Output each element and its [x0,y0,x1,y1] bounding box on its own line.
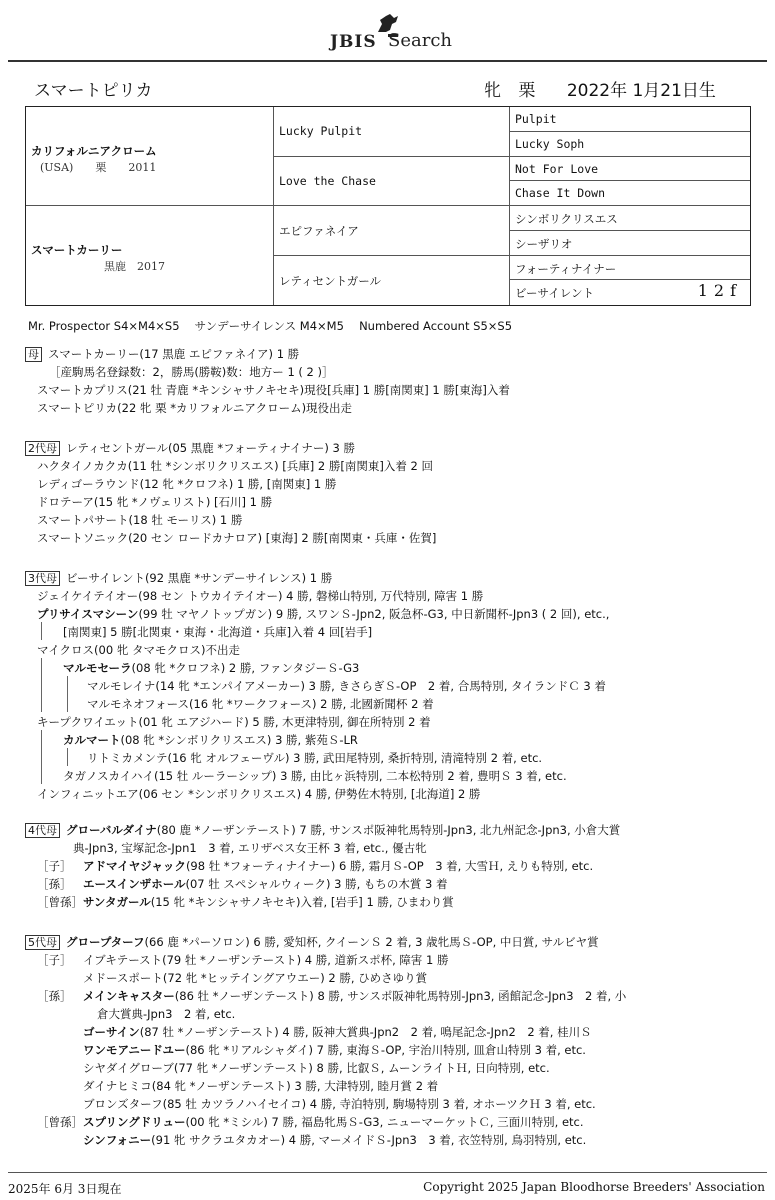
list-item: スマートソニック(20 セン ロードカナロア) [東海] 2 勝[南関東・兵庫・佐賀] [37,531,437,545]
pedigree-g3-cell [510,181,750,206]
tree-connector [41,622,42,640]
tree-connector [41,730,42,784]
tree-connector [67,676,68,712]
horse-color: 栗 [518,81,536,101]
list-item: シンフォニー(91 牝 サクラユタカオー) 4 勝, マーメイドＳ-Jpn3 3 着, 衣笠特別, 鳥羽特別, etc. [83,1133,587,1147]
list-item: マルモレイナ(14 牝 *エンパイアメーカー) 3 勝, きさらぎＳ-OP 2 着, 合馬特別, タイランドＣ 3 着 [87,679,606,693]
pedigree-dam-cell [26,206,274,305]
pedigree-g3-6[interactable]: シーザリオ [515,237,573,251]
pedigree-g3-cell [510,107,750,132]
list-item: キープクワイエット(01 牝 エアジハード) 5 勝, 木更津特別, 御在所特別 2 着 [37,715,431,729]
list-item: ［子］ イブキテースト(79 牡 *ノーザンテースト) 4 勝, 道新スポ杯, 障害 1 勝 [37,953,449,967]
pedigree-g3-cell [510,231,750,256]
list-item: 倉大賞典-Jpn3 2 着, etc. [97,1007,236,1021]
list-item: ドロテーア(15 牝 *ノヴェリスト) [石川] 1 勝 [37,495,273,509]
pedigree-ss-cell [274,107,510,157]
pedigree-g3-cell [510,132,750,157]
list-item: シヤダイグローブ(77 牝 *ノーザンテースト) 8 勝, 比叡Ｓ, ムーンライトＨ, 日向特別, etc. [83,1061,550,1075]
tree-connector [41,658,42,712]
pedigree-dd-cell [274,256,510,305]
list-item: ［孫］ エースインザホール(07 牡 スペシャルウィーク) 3 勝, もちの木賞 3 着 [37,877,448,891]
list-item: ダイナヒミコ(84 牝 *ノーザンテースト) 3 勝, 大津特別, 睦月賞 2 着 [83,1079,439,1093]
dam-line: レティセントガール(05 黒鹿 *フォーティナイナー) 3 勝 [66,441,355,455]
pedigree-g3-cell [510,157,750,181]
horse-birth: 2022年 1月21日生 [566,81,716,101]
list-item: メドースポート(72 牝 *ヒッテイングアウエー) 2 勝, ひめさゆり賞 [83,971,428,985]
section-tag: 4代母 [25,823,60,838]
pedigree-g3-7[interactable]: フォーティナイナー [515,262,617,276]
list-item: スマートピリカ(22 牝 栗 *カリフォルニアクローム)現役出走 [37,401,353,415]
pedigree-sire-info: (USA) 栗 2011 [40,161,157,174]
as-of-date: 2025年 6月 3日現在 [8,1182,122,1196]
site-header [0,0,775,56]
logo-jbis-text: JBIS [330,32,377,52]
inbreeding-line: Mr. Prospector S4×M4×S5 サンデーサイレンス M4×M5 Numbered Account S5×S5 [28,319,513,333]
list-item: カルマート(08 牝 *シンボリクリスエス) 3 勝, 紫苑Ｓ-LR [63,733,358,747]
list-item: リトミカメンテ(16 牝 オルフェーヴル) 3 勝, 武田尾特別, 桑折特別, 清滝特別 2 着, etc. [87,751,543,765]
list-item: マイクロス(00 牝 タマモクロス)不出走 [37,643,240,657]
section-tag: 2代母 [25,441,60,456]
pedigree-g3-2[interactable]: Lucky Soph [515,137,585,151]
section-tag: 5代母 [25,935,60,950]
section-tag: 3代母 [25,571,60,586]
list-item: ［曾孫］スプリングドリュー(00 牝 *ミシル) 7 勝, 福島牝馬Ｓ-G3, ニューマーケットＣ, 三面川特別, etc. [37,1115,584,1129]
list-item: ワンモアニードユー(86 牝 *リアルシャダイ) 7 勝, 東海Ｓ-OP, 宇治川特別, 皿倉山特別 3 着, etc. [83,1043,586,1057]
pedigree-ds-cell [274,206,510,256]
list-item: プリサイスマシーン(99 牡 マヤノトップガン) 9 勝, スワンＳ-Jpn2, 阪急杯-G3, 中日新聞杯-Jpn3 ( 2 回), etc., [37,607,610,621]
footer-divider [8,1172,767,1173]
logo-search-text: Search [388,30,452,51]
list-item: ［子］ アドマイヤジャック(98 牡 *フォーティナイナー) 6 勝, 霜月Ｓ-OP 3 着, 大雪Ｈ, えりも特別, etc. [37,859,594,873]
section-tag: 母 [25,347,42,362]
family-number: 12f [697,281,742,300]
pedigree-g3-cell [510,280,750,305]
pedigree-g3-1[interactable]: Pulpit [515,112,557,126]
pedigree-g3-8[interactable]: ビーサイレント [515,286,594,300]
jbis-logo[interactable] [330,12,470,56]
list-item: ジェイケイテイオー(98 セン トウカイテイオー) 4 勝, 磐梯山特別, 万代特別, 障害 1 勝 [37,589,484,603]
list-item: ブロンズターフ(85 牡 カツラノハイセイコ) 4 勝, 寺泊特別, 駒場特別 3 着, オホーツクＨ 3 着, etc. [83,1097,596,1111]
copyright: Copyright 2025 Japan Bloodhorse Breeders' Association [423,1180,765,1194]
pedigree-table [25,106,751,306]
pedigree-dam[interactable]: スマートカーリー [31,243,123,257]
pedigree-g3-4[interactable]: Chase It Down [515,186,606,200]
pedigree-sire-sire[interactable]: Lucky Pulpit [279,124,363,138]
pedigree-sd-cell [274,157,510,206]
pedigree-g3-cell [510,206,750,231]
list-item: レディゴーラウンド(12 牝 *クロフネ) 1 勝, [南関東] 1 勝 [37,477,337,491]
horse-name: スマートピリカ [34,81,153,101]
pedigree-sire-cell [26,107,274,206]
list-item: インフィニットエア(06 セン *シンボリクリスエス) 4 勝, 伊勢佐木特別, [北海道] 2 勝 [37,787,481,801]
pedigree-g3-cell [510,256,750,280]
list-item: ゴーサイン(87 牡 *ノーザンテースト) 4 勝, 阪神大賞典-Jpn2 2 着, 鳴尾記念-Jpn2 2 着, 桂川Ｓ [83,1025,592,1039]
pedigree-dam-sire[interactable]: エピファネイア [279,224,359,238]
pedigree-dam-info: 黒鹿 2017 [104,260,165,273]
horse-sex: 牝 [484,81,501,101]
dam-line: スマートカーリー(17 黒鹿 エピファネイア) 1 勝 [48,347,300,361]
tree-connector [67,748,68,766]
header-divider [8,60,767,62]
list-item: ［孫］ メインキャスター(86 牡 *ノーザンテースト) 8 勝, サンスポ阪神牝馬特別-Jpn3, 函館記念-Jpn3 2 着, 小 [37,989,627,1003]
dam-line: ビーサイレント(92 黒鹿 *サンデーサイレンス) 1 勝 [66,571,333,585]
list-item: ハクタイノカクカ(11 牡 *シンボリクリスエス) [兵庫] 2 勝[南関東]入着 2 回 [37,459,434,473]
pedigree-g3-5[interactable]: シンボリクリスエス [515,212,618,226]
offspring-summary: ［産駒馬名登録数：2，勝馬(勝鞍)数：地方ー 1 ( 2 )］ [49,365,334,379]
pedigree-sire[interactable]: カリフォルニアクローム [31,144,157,158]
list-item: タガノスカイハイ(15 牡 ルーラーシップ) 3 勝, 由比ヶ浜特別, 二本松特別 2 着, 豊明Ｓ 3 着, etc. [63,769,567,783]
pedigree-dam-dam[interactable]: レティセントガール [279,274,382,288]
list-item: スマートカプリス(21 牡 青鹿 *キンシャサノキセキ)現役[兵庫] 1 勝[南関東] 1 勝[東海]入着 [37,383,510,397]
list-item: [南関東] 5 勝[北関東・東海・北海道・兵庫]入着 4 回[岩手] [63,625,373,639]
pedigree-sire-dam[interactable]: Love the Chase [279,174,376,188]
horse-profile [484,76,728,101]
horse-title-row [0,76,775,102]
pedigree-g3-3[interactable]: Not For Love [515,162,599,176]
list-item: マルモセーラ(08 牝 *クロフネ) 2 勝, ファンタジーＳ-G3 [63,661,360,675]
list-item: 典-Jpn3, 宝塚記念-Jpn1 3 着, エリザベス女王杯 3 着, etc., 優古牝 [73,841,427,855]
list-item: スマートパサート(18 牡 モーリス) 1 勝 [37,513,243,527]
list-item: ［曾孫］サンタガール(15 牝 *キンシャサノキセキ)入着, [岩手] 1 勝, ひまわり賞 [37,895,454,909]
list-item: マルモネオフォース(16 牝 *ワークフォース) 2 勝, 北國新聞杯 2 着 [87,697,434,711]
